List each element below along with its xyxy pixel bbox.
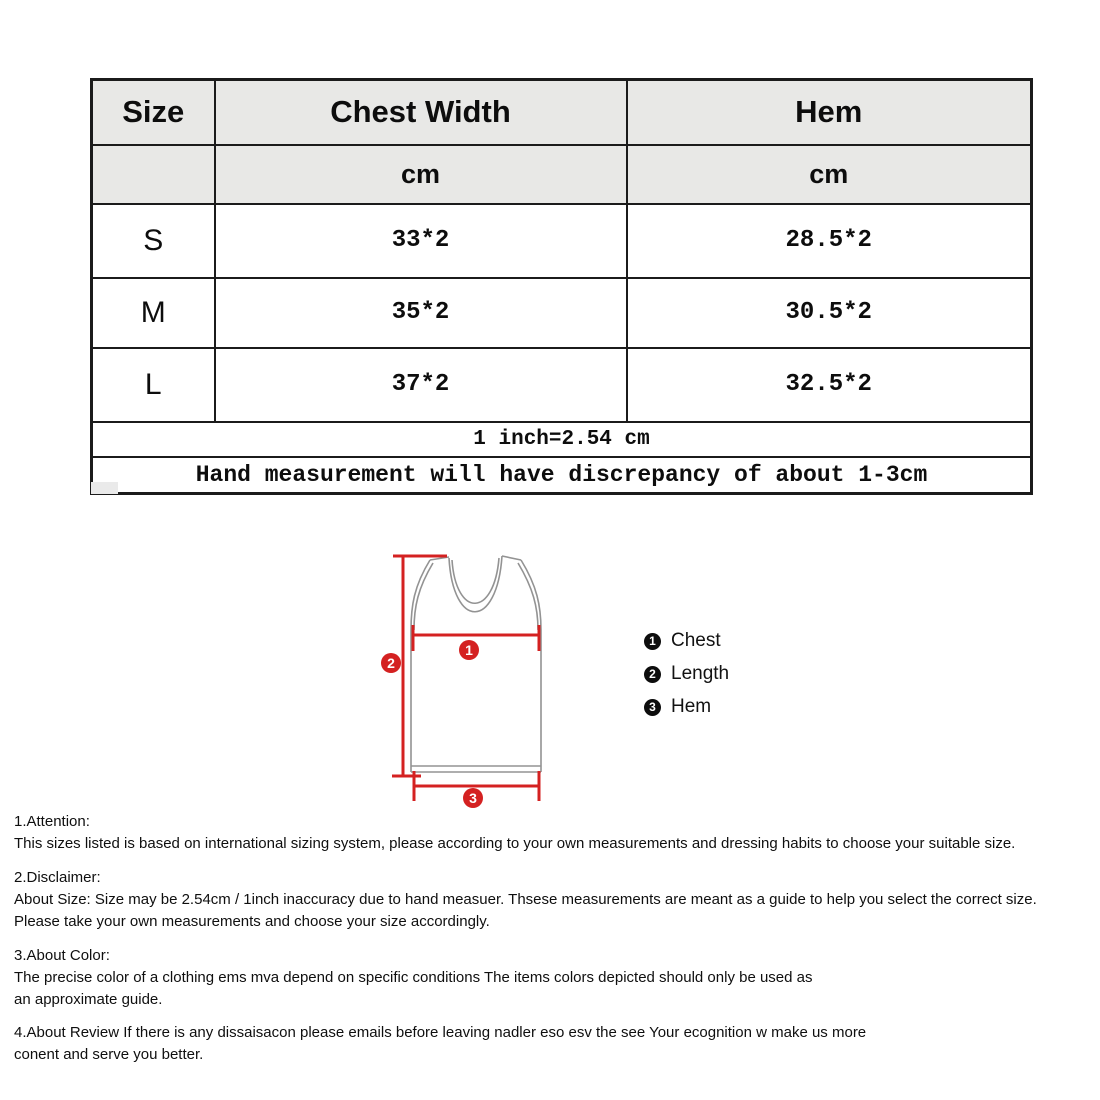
measurement-lines bbox=[392, 556, 540, 801]
length-marker-number: 2 bbox=[387, 655, 395, 671]
row-m-size: M bbox=[92, 278, 215, 348]
measurement-legend bbox=[644, 630, 729, 729]
about-review-line1: 4.About Review If there is any dissaisacon please emails before leaving nadler eso esv the see Your ecognition w make us more bbox=[14, 1024, 867, 1041]
units-size-cell bbox=[92, 145, 215, 204]
units-chest-cell: cm bbox=[215, 145, 627, 204]
size-chart-table bbox=[90, 78, 1033, 495]
about-color-section bbox=[14, 945, 1092, 1011]
inch-conversion-note: 1 inch=2.54 cm bbox=[92, 422, 1032, 457]
disclaimer-section bbox=[14, 867, 1092, 933]
legend-item-length bbox=[644, 663, 729, 685]
table-row bbox=[92, 348, 1032, 422]
about-color-line1: The precise color of a clothing ems mva depend on specific conditions The items colors depicted should only be used as bbox=[14, 969, 813, 986]
legend-badge-1-icon: 1 bbox=[644, 633, 661, 650]
disclaimer-line1: About Size: Size may be 2.54cm / 1inch inaccuracy due to hand measuer. Thsese measurements are meant as a guide to help you select the correct size. bbox=[14, 891, 1037, 908]
row-s-hem: 28.5*2 bbox=[627, 204, 1032, 278]
attention-body: This sizes listed is based on international sizing system, please according to your own measurements and dressing habits to choose your suitable size. bbox=[14, 835, 1016, 852]
legend-label-length: Length bbox=[671, 663, 730, 684]
row-l-chest: 37*2 bbox=[215, 348, 627, 422]
disclaimer-line2: Please take your own measurements and choose your size accordingly. bbox=[14, 913, 490, 930]
table-header-row bbox=[92, 80, 1032, 145]
chest-marker-number: 1 bbox=[465, 642, 473, 658]
header-size: Size bbox=[92, 80, 215, 145]
hem-marker-number: 3 bbox=[469, 790, 477, 806]
about-color-line2: an approximate guide. bbox=[14, 991, 163, 1008]
measure-markers bbox=[381, 640, 483, 808]
row-m-hem: 30.5*2 bbox=[627, 278, 1032, 348]
tank-top-outline bbox=[411, 556, 541, 772]
row-s-size: S bbox=[92, 204, 215, 278]
legend-badge-2-icon: 2 bbox=[644, 666, 661, 683]
notes-section bbox=[14, 811, 1092, 1066]
table-note-row bbox=[92, 457, 1032, 494]
table-note-row bbox=[92, 422, 1032, 457]
legend-label-chest: Chest bbox=[671, 630, 721, 651]
legend-item-chest bbox=[644, 630, 729, 652]
row-m-chest: 35*2 bbox=[215, 278, 627, 348]
legend-label-hem: Hem bbox=[671, 696, 712, 717]
units-hem-cell: cm bbox=[627, 145, 1032, 204]
scan-artifact-chip bbox=[91, 482, 118, 494]
about-review-section bbox=[14, 1022, 1092, 1066]
table-units-row bbox=[92, 145, 1032, 204]
about-color-title: 3.About Color: bbox=[14, 947, 110, 964]
legend-item-hem bbox=[644, 696, 729, 718]
legend-badge-3-icon: 3 bbox=[644, 699, 661, 716]
attention-title: 1.Attention: bbox=[14, 813, 90, 830]
disclaimer-title: 2.Disclaimer: bbox=[14, 869, 101, 886]
row-l-size: L bbox=[92, 348, 215, 422]
attention-section bbox=[14, 811, 1092, 855]
about-review-line2: conent and serve you better. bbox=[14, 1046, 204, 1063]
table-row bbox=[92, 278, 1032, 348]
header-chest-width: Chest Width bbox=[215, 80, 627, 145]
row-l-hem: 32.5*2 bbox=[627, 348, 1032, 422]
right-shoulder-line bbox=[502, 556, 521, 560]
header-hem: Hem bbox=[627, 80, 1032, 145]
hand-measurement-note: Hand measurement will have discrepancy of about 1-3cm bbox=[92, 457, 1032, 494]
table-row bbox=[92, 204, 1032, 278]
row-s-chest: 33*2 bbox=[215, 204, 627, 278]
